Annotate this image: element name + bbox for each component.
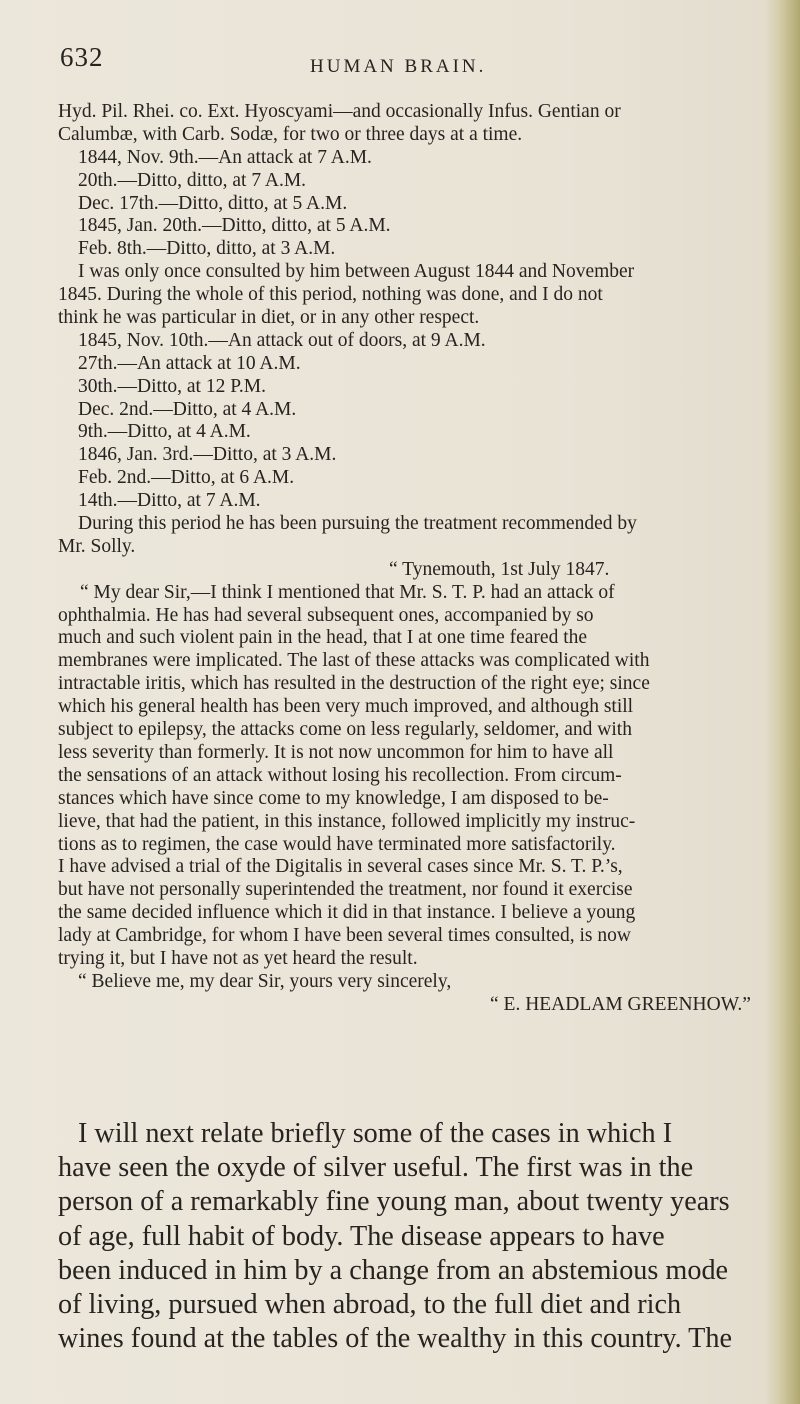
text-line: 27th.—An attack at 10 A.M. [78,352,301,374]
page-number: 632 [60,42,104,72]
text-line: been induced in him by a change from an abstemious mode [58,1254,729,1286]
text-line: intractable iritis, which has resulted in the destruction of the right eye; since [58,673,650,695]
body-paragraph [58,1117,778,1356]
text-line: person of a remarkably fine young man, about twenty years [58,1186,730,1218]
text-line: the sensations of an attack without losing his recollection. From circum- [58,764,622,786]
text-line: but have not personally superintended the treatment, nor found it exercise [58,879,633,901]
text-line: 1844, Nov. 9th.—An attack at 7 A.M. [78,146,372,168]
letter-dateline: “ Tynemouth, 1st July 1847. [389,558,610,580]
text-line: Dec. 2nd.—Ditto, at 4 A.M. [78,398,297,420]
text-line: 1845, Jan. 20th.—Ditto, ditto, at 5 A.M. [78,215,391,237]
text-line: 1845. During the whole of this period, nothing was done, and I do not [58,284,603,306]
text-line: 1846, Jan. 3rd.—Ditto, at 3 A.M. [78,444,337,466]
text-line: membranes were implicated. The last of these attacks was complicated with [58,650,650,672]
text-line: the same decided influence which it did in that instance. I believe a young [58,902,636,924]
text-line: 9th.—Ditto, at 4 A.M. [78,421,251,443]
text-line: Feb. 8th.—Ditto, ditto, at 3 A.M. [78,238,336,260]
text-line: lieve, that had the patient, in this instance, followed implicitly my instruc- [58,810,636,832]
text-line: trying it, but I have not as yet heard the result. [58,947,418,969]
text-line: stances which have since come to my knowledge, I am disposed to be- [58,787,609,809]
text-line: Calumbæ, with Carb. Sodæ, for two or three days at a time. [58,123,523,145]
case-notes-block [58,101,768,1017]
text-line: 20th.—Ditto, ditto, at 7 A.M. [78,169,307,191]
running-head: HUMAN BRAIN. [310,56,487,77]
text-line: I have advised a trial of the Digitalis in several cases since Mr. S. T. P.’s, [58,856,623,878]
text-line: Hyd. Pil. Rhei. co. Ext. Hyoscyami—and occasionally Infus. Gentian or [58,101,621,122]
text-line: think he was particular in diet, or in any other respect. [58,307,480,329]
text-line: 30th.—Ditto, at 12 P.M. [78,375,266,397]
text-line: I will next relate briefly some of the cases in which I [78,1118,673,1149]
text-line: less severity than formerly. It is not now uncommon for him to have all [58,741,614,763]
text-line: of age, full habit of body. The disease appears to have [58,1220,665,1252]
text-line: wines found at the tables of the wealthy in this country. The [58,1323,732,1355]
text-line: Feb. 2nd.—Ditto, at 6 A.M. [78,467,295,489]
letter-closing: “ Believe me, my dear Sir, yours very sincerely, [78,970,452,992]
text-line: Dec. 17th.—Ditto, ditto, at 5 A.M. [78,192,348,214]
text-line: subject to epilepsy, the attacks come on less regularly, seldomer, and with [58,719,632,741]
text-line: During this period he has been pursuing the treatment recommended by [78,513,637,535]
text-line: much and such violent pain in the head, that I at one time feared the [58,627,588,649]
text-line: I was only once consulted by him between August 1844 and November [78,261,635,283]
text-line: 1845, Nov. 10th.—An attack out of doors, at 9 A.M. [78,329,486,351]
text-line: Mr. Solly. [58,535,136,557]
text-line: of living, pursued when abroad, to the full diet and rich [58,1288,682,1320]
text-line: lady at Cambridge, for whom I have been several times consulted, is now [58,925,631,947]
text-line: tions as to regimen, the case would have terminated more satisfactorily. [58,833,616,855]
letter-signature: “ E. HEADLAM GREENHOW.” [490,993,751,1015]
text-line: “ My dear Sir,—I think I mentioned that Mr. S. T. P. had an attack of [80,581,615,603]
text-line: which his general health has been very much improved, and although still [58,696,634,718]
text-line: have seen the oxyde of silver useful. The first was in the [58,1152,694,1184]
text-line: 14th.—Ditto, at 7 A.M. [78,490,261,512]
text-line: ophthalmia. He has had several subsequent ones, accompanied by so [58,604,594,626]
